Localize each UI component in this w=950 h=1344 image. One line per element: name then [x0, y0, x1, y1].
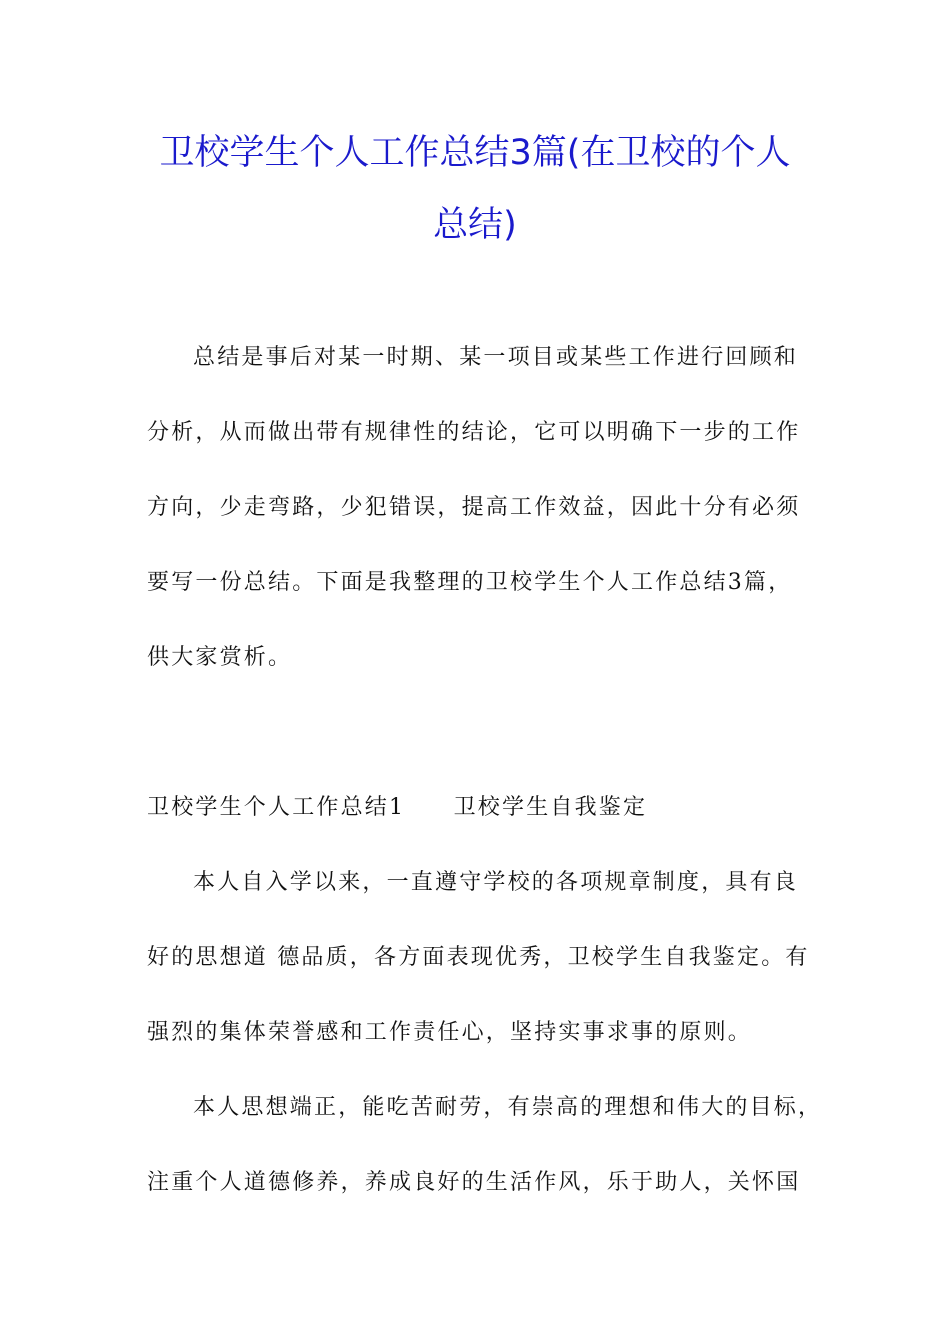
- intro-line-1: 总结是事后对某一时期、某一项目或某些工作进行回顾和: [193, 345, 799, 370]
- section-heading: 卫校学生个人工作总结1 卫校学生自我鉴定: [147, 795, 648, 820]
- intro-line-5: 供大家赏析。: [147, 645, 293, 670]
- document-title-line-2: 总结): [433, 205, 517, 245]
- intro-line-4: 要写一份总结。下面是我整理的卫校学生个人工作总结3篇，: [147, 570, 793, 595]
- paragraph2-line-1: 本人思想端正，能吃苦耐劳，有崇高的理想和伟大的目标，: [193, 1095, 823, 1120]
- paragraph1-line-2: 好的思想道 德品质，各方面表现优秀，卫校学生自我鉴定。有: [147, 945, 810, 970]
- paragraph1-line-1: 本人自入学以来，一直遵守学校的各项规章制度，具有良: [193, 870, 799, 895]
- intro-line-3: 方向，少走弯路，少犯错误，提高工作效益，因此十分有必须: [147, 495, 801, 520]
- document-title-line-1: 卫校学生个人工作总结3篇(在卫校的个人: [159, 133, 791, 173]
- paragraph1-line-3: 强烈的集体荣誉感和工作责任心，坚持实事求事的原则。: [147, 1020, 753, 1045]
- intro-line-2: 分析，从而做出带有规律性的结论，它可以明确下一步的工作: [147, 420, 801, 445]
- paragraph2-line-2: 注重个人道德修养，养成良好的生活作风，乐于助人，关怀国: [147, 1170, 801, 1195]
